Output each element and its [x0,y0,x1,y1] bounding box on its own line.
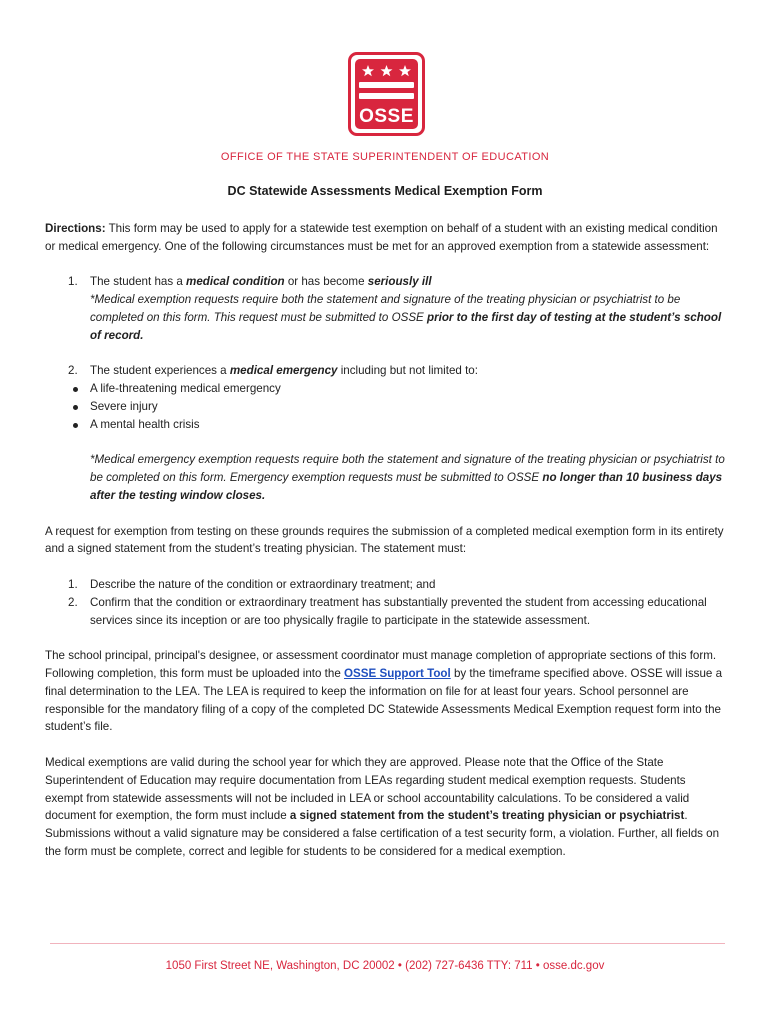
note-text: *Medical emergency exemption requests require both the statement and signature of the treating physician or psychiatrist to be completed on this form. Emergency exemption requests must be submitted to OSSE [90,453,725,485]
list-number: 2. [68,595,78,609]
office-name: OFFICE OF THE STATE SUPERINTENDENT OF EDUCATION [220,151,550,163]
statement-item [45,576,725,594]
item-emphasis: medical emergency [229,364,338,378]
signature-requirement: a signed statement from the student’s treating physician or psychiatrist [289,809,685,823]
logo-stripe [359,82,414,88]
paragraph-text: The school principal, principal's designee, or assessment coordinator must manage completion of appropriate sections of this form. Following completion, this form must be uploaded into the [45,649,717,680]
footer-divider [50,943,725,944]
note-text: *Medical exemption requests require both the statement and signature of the treating physician or psychiatrist to be completed on this form. This request must be submitted to OSSE [90,293,681,324]
statement-item [45,594,725,630]
directions-paragraph [45,220,725,256]
logo-star-icon [362,65,374,76]
item-text: Confirm that the condition or extraordinary treatment has substantially prevented the student from accessing educational services since its inception or are too physically fragile to participate in the statewide assessment. [90,595,707,627]
form-title: DC Statewide Assessments Medical Exemption Form [227,184,543,198]
paragraph-text: by the timeframe specified above. OSSE will issue a final determination to the LEA. The LEA is required to keep the information on file for at least four years. School personnel are responsible for the mandatory filing of a copy of the completed DC Statewide Assessments Medical Exemption request form into the student’s file. [45,666,723,734]
osse-logo [348,52,425,136]
item-text: Describe the nature of the condition or extraordinary treatment; and [90,577,436,591]
circumstance-item-1 [45,273,725,344]
circumstance-item-2 [45,362,725,380]
directions-text: This form may be used to apply for a statewide test exemption on behalf of a student with an existing medical condition or medical emergency. One of the following circumstances must be met for an approved exemption from a statewide assessment: [45,222,718,253]
logo-stripe [359,93,414,99]
paragraph-text: . Submissions without a valid signature may be considered a false certification of a test security form, a violation. Further, all fields on the form must be complete, correct and legible for students to be considered for a medical exemption. [45,809,720,858]
footer-contact: 1050 First Street NE, Washington, DC 20002 • (202) 727-6436 TTY: 711 • osse.dc.gov [165,960,605,972]
emergency-bullet-list [45,380,725,433]
note-deadline: no longer than 10 business days after the testing window closes. [90,471,723,502]
bullet-item: A mental health crisis [45,416,725,434]
item-emphasis: medical condition [186,275,285,289]
statement-requirements-list [45,576,725,629]
principal-paragraph [45,647,725,736]
validity-paragraph [45,754,725,861]
item-text: including but not limited to: [337,364,478,378]
directions-label: Directions: [45,222,106,235]
osse-support-tool-link[interactable]: OSSE Support Tool [344,666,451,680]
item-text: The student has a [90,275,187,289]
circumstance-note [90,291,725,344]
list-number: 1. [68,275,78,289]
logo-star-icon [399,65,411,76]
bullet-item: Severe injury [45,398,725,416]
bullet-item: A life-threatening medical emergency [45,380,725,398]
circumstances-list [45,273,725,504]
logo-star-icon [381,65,393,76]
emergency-note [45,451,725,504]
item-text: or has become [284,275,368,289]
logo-text: OSSE [359,106,414,127]
item-emphasis: seriously ill [367,275,432,289]
form-body [45,220,725,861]
note-deadline: prior to the first day of testing at the student’s school of record. [90,310,722,342]
request-paragraph: A request for exemption from testing on these grounds requires the submission of a completed medical exemption form in its entirety and a signed statement from the student’s treating physician. The statement must: [45,524,724,556]
item-text: The student experiences a [90,364,230,378]
list-number: 2. [68,364,78,378]
paragraph-text: Medical exemptions are valid during the school year for which they are approved. Please note that the Office of the State Superintendent of Education may require documentation from LEAs regarding student medical exemption requests. Students exempt from statewide assessments will not be included in LEA or school accountability calculations. To be considered a valid document for exemption, the form must include [45,755,690,823]
list-number: 1. [68,577,78,591]
